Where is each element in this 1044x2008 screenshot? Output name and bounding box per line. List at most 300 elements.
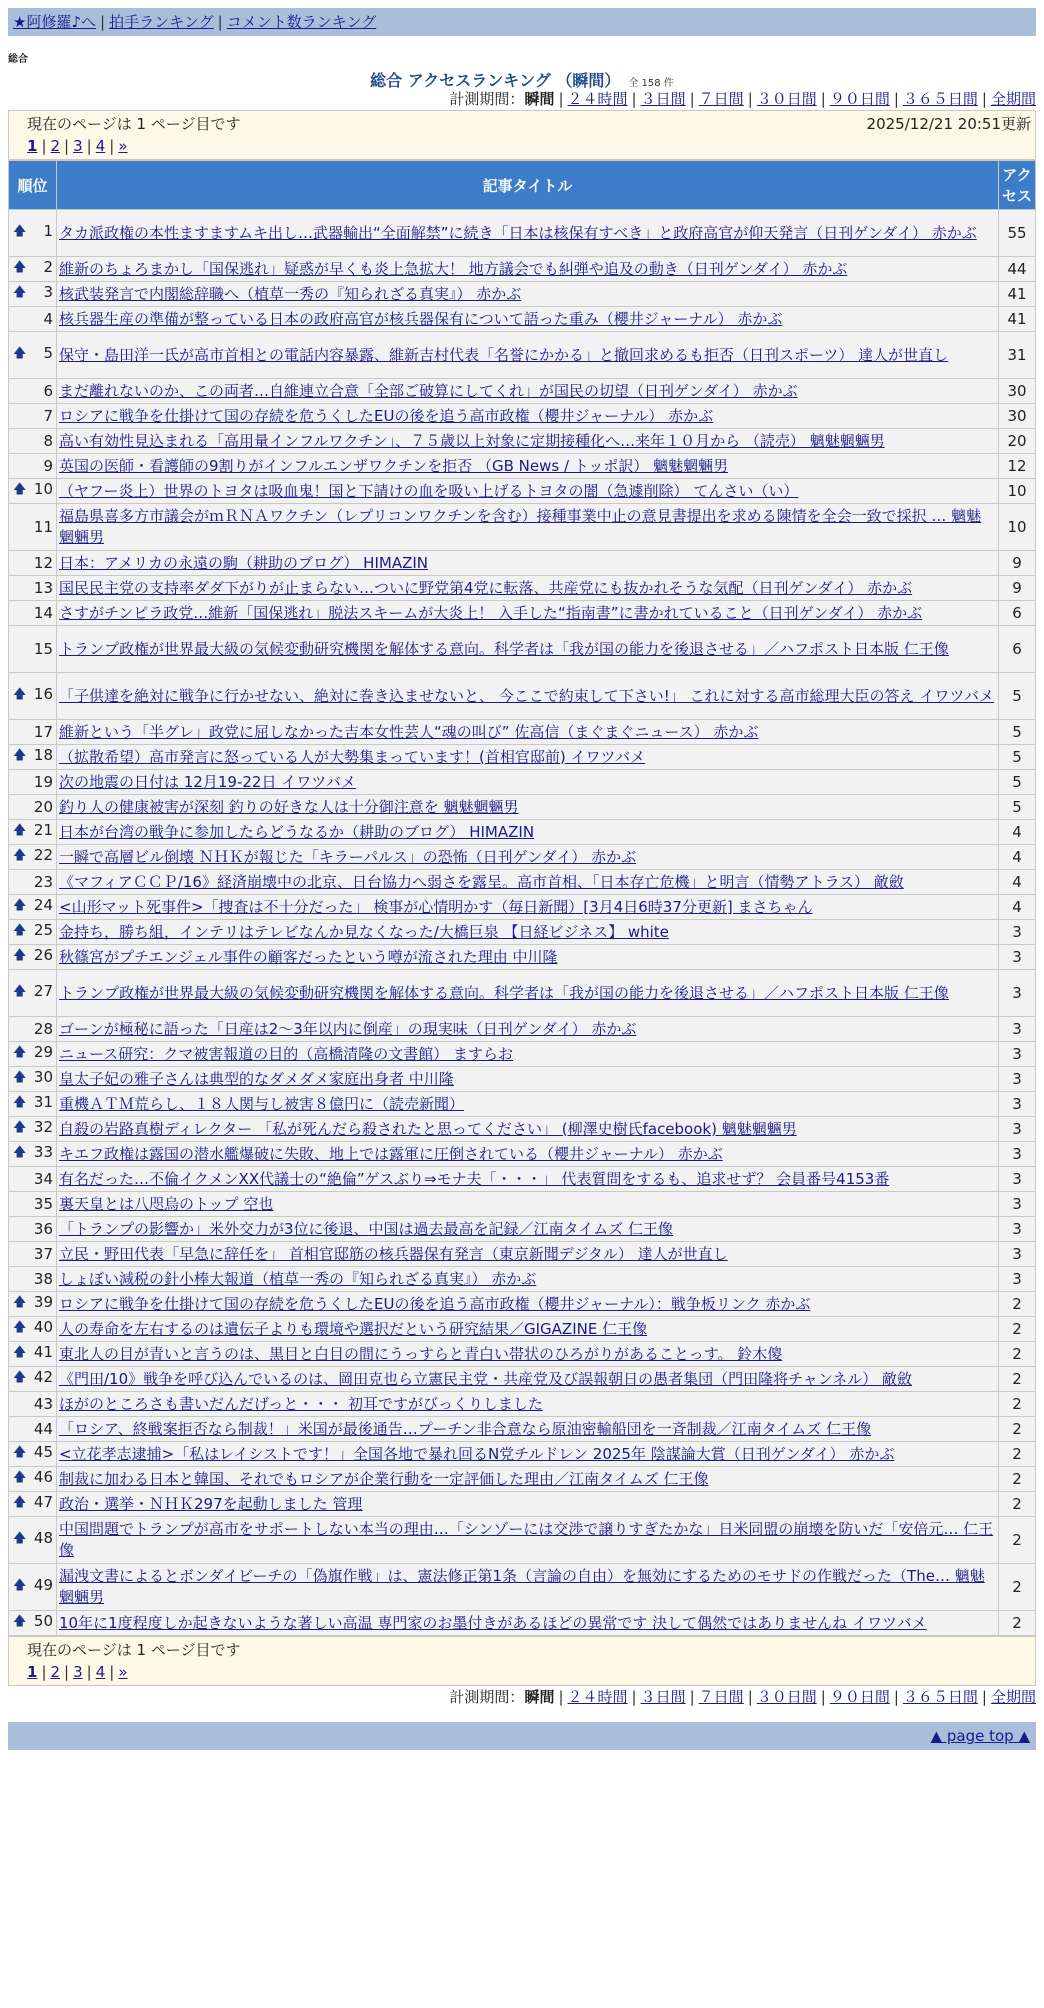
rank-cell: [9, 1092, 56, 1116]
up-arrow-icon: 🡅: [13, 848, 27, 863]
rank-number: 26: [33, 946, 53, 964]
up-arrow-icon: 🡅: [13, 1531, 27, 1546]
rank-cell: [9, 404, 56, 428]
access-count: 2: [999, 1367, 1035, 1391]
article-title-link[interactable]: トランプ政権が世界最大級の気候変動研究機関を解体する意向。科学者は「我が国の能力を後退させる」／ハフポスト日本版 仁王像: [59, 639, 949, 658]
access-count: 3: [999, 945, 1035, 969]
up-arrow-icon: 🡅: [13, 1095, 27, 1110]
rank-cell: [9, 870, 56, 894]
article-title-link[interactable]: トランプ政権が世界最大級の気候変動研究機関を解体する意向。科学者は「我が国の能力を後退させる」／ハフポスト日本版 仁王像: [59, 983, 949, 1002]
article-title-link[interactable]: <立花孝志逮捕>「私はレイシストです！」全国各地で暴れ回るN党チルドレン 2025年 陰謀論大賞（日刊ゲンダイ） 赤かぶ: [59, 1444, 895, 1463]
rank-number: 40: [33, 1318, 53, 1336]
period-separator: |: [820, 90, 826, 108]
rank-cell: [9, 673, 56, 719]
article-title-link[interactable]: 維新という「半グレ」政党に屈しなかった吉本女性芸人“魂の叫び” 佐高信（まぐまぐニュース） 赤かぶ: [59, 722, 759, 741]
table-row: [9, 1267, 1035, 1291]
article-title-link[interactable]: （ヤフー炎上）世界のトヨタは吸血鬼！国と下請けの血を吸い上げるトヨタの闇（急遽削除） てんさい（い）: [59, 481, 799, 500]
period-separator: |: [893, 90, 899, 108]
table-row: [9, 307, 1035, 331]
table-row: [9, 504, 1035, 550]
page-link[interactable]: 4: [95, 1663, 106, 1681]
rank-cell: [9, 504, 56, 550]
article-title-link[interactable]: 保守・島田洋一氏が高市首相との電話内容暴露、維新吉村代表「名誉にかかる」と撤回求めるも拒否（日刊スポーツ） 達人が世直し: [59, 345, 949, 364]
rank-number: 27: [33, 982, 53, 1000]
table-row: [9, 1467, 1035, 1491]
article-title-link[interactable]: 秋篠宮がプチエンジェル事件の顧客だったという噂が流された理由 中川隆: [59, 947, 558, 966]
article-title-link[interactable]: ロシアに戦争を仕掛けて国の存続を危うくしたEUの後を追う高市政権（櫻井ジャーナル）：戦争板リンク 赤かぶ: [59, 1294, 811, 1313]
article-title-link[interactable]: 福島県喜多方市議会がｍＲＮＡワクチン（レプリコンワクチンを含む）接種事業中止の意見書提出を求める陳情を全会一致で採択 … 魑魅魍魎男: [59, 507, 982, 546]
table-row: [9, 870, 1035, 894]
access-count: 4: [999, 820, 1035, 844]
table-row: [9, 429, 1035, 453]
rank-cell: [9, 1267, 56, 1291]
title-cell: [57, 1192, 998, 1216]
rank-number: 6: [43, 382, 53, 400]
rank-number: 24: [33, 896, 53, 914]
period-option-link[interactable]: ９０日間: [829, 90, 890, 108]
table-row: [9, 379, 1035, 403]
access-count: 3: [999, 1267, 1035, 1291]
title-cell: [57, 1317, 998, 1341]
access-count: 55: [999, 210, 1035, 256]
access-count: 6: [999, 626, 1035, 672]
access-count: 30: [999, 404, 1035, 428]
up-arrow-icon: 🡅: [13, 1070, 27, 1085]
article-title-link[interactable]: 《マフィアＣＣＰ/16》経済崩壊中の北京、日台協力へ弱さを露呈。高市首相、「日本存亡危機」と明言（情勢アトラス） 敵斂: [59, 872, 904, 891]
title-cell: [57, 332, 998, 378]
period-option-link[interactable]: ９０日間: [829, 1688, 890, 1706]
rank-number: 9: [43, 457, 53, 475]
article-title-link[interactable]: しょぼい減税の針小棒大報道（植草一秀の『知られざる真実』） 赤かぶ: [59, 1269, 537, 1288]
table-row: [9, 770, 1035, 794]
article-title-link[interactable]: 核兵器生産の準備が整っている日本の政府高官が核兵器保有について語った重み（櫻井ジャーナル） 赤かぶ: [59, 309, 783, 328]
article-title-link[interactable]: タカ派政権の本性ますますムキ出し…武器輸出“全面解禁”に続き「日本は核保有すべき」と政府高官が仰天発言（日刊ゲンダイ） 赤かぶ: [59, 223, 977, 242]
up-arrow-icon: 🡅: [13, 823, 27, 838]
rank-number: 43: [33, 1395, 53, 1413]
article-title-link[interactable]: <山形マット死事件>「捜査は不十分だった」 検事が心情明かす（毎日新聞）[3月4日6時37分更新] まさちゃん: [59, 897, 813, 916]
title-cell: [57, 820, 998, 844]
nav-link-comment-ranking[interactable]: コメント数ランキング: [226, 13, 377, 31]
access-count: 4: [999, 845, 1035, 869]
period-separator: |: [981, 90, 987, 108]
rank-number: 37: [33, 1245, 53, 1263]
table-row: [9, 1342, 1035, 1366]
table-row: [9, 673, 1035, 719]
title-cell: [57, 210, 998, 256]
access-count: 3: [999, 970, 1035, 1016]
rank-cell: [9, 1611, 56, 1635]
table-row: [9, 210, 1035, 256]
rank-number: 30: [33, 1068, 53, 1086]
table-row: [9, 1217, 1035, 1241]
rank-number: 48: [33, 1529, 53, 1547]
rank-cell: [9, 945, 56, 969]
page-link-list: [37, 137, 127, 155]
rank-cell: [9, 551, 56, 575]
article-title-link[interactable]: 日本：アメリカの永遠の駒（耕助のブログ） HIMAZIN: [59, 553, 428, 572]
footer-bar: [8, 1722, 1036, 1750]
access-count: 5: [999, 795, 1035, 819]
period-label-bottom: 計測期間：: [449, 1688, 525, 1706]
period-option-link[interactable]: 全期間: [990, 1688, 1036, 1706]
table-row: [9, 1367, 1035, 1391]
page-separator: |: [86, 137, 92, 155]
article-title-link[interactable]: まだ離れないのか、この両者…自維連立合意「全部ご破算にしてくれ」が国民の切望（日刊ゲンダイ） 赤かぶ: [59, 381, 798, 400]
rank-number: 11: [33, 518, 53, 536]
article-title-link[interactable]: 10年に1度程度しか起きないような著しい高温 専門家のお墨付きがあるほどの異常です 決して偶然ではありませんね イワツバメ: [59, 1613, 927, 1632]
rank-cell: [9, 1067, 56, 1091]
page-link[interactable]: 3: [73, 137, 83, 155]
rank-cell: [9, 1492, 56, 1516]
access-count: 2: [999, 1417, 1035, 1441]
table-row: [9, 820, 1035, 844]
table-row: [9, 1242, 1035, 1266]
table-row: [9, 1492, 1035, 1516]
rank-number: 5: [43, 344, 53, 362]
header-rank: 順位: [9, 161, 56, 209]
access-count: 2: [999, 1392, 1035, 1416]
article-title-link[interactable]: 次の地震の日付は 12月19-22日 イワツバメ: [59, 772, 356, 791]
rank-cell: [9, 820, 56, 844]
rank-number: 49: [33, 1576, 53, 1594]
rank-cell: [9, 1167, 56, 1191]
table-row: [9, 1442, 1035, 1466]
page-link[interactable]: »: [118, 137, 128, 155]
table-row: [9, 1417, 1035, 1441]
article-title-link[interactable]: 人の寿命を左右するのは遺伝子よりも環境や選択だという研究結果／GIGAZINE 仁王像: [59, 1319, 648, 1338]
ranking-table: [8, 160, 1036, 1636]
rank-number: 34: [33, 1170, 53, 1188]
rank-cell: [9, 429, 56, 453]
up-arrow-icon: 🡅: [13, 1578, 27, 1593]
page-link-current[interactable]: 1: [27, 137, 38, 155]
title-cell: [57, 770, 998, 794]
page-separator: |: [64, 137, 70, 155]
access-count: 5: [999, 673, 1035, 719]
article-title-link[interactable]: 国民民主党の支持率ダダ下がりが止まらない…ついに野党第4党に転落、共産党にも抜かれそうな気配（日刊ゲンダイ） 赤かぶ: [59, 578, 913, 597]
up-arrow-icon: 🡅: [13, 687, 27, 702]
article-title-link[interactable]: 一瞬で高層ビル倒壊 ＮＨＫが報じた「キラーパルス」の恐怖（日刊ゲンダイ） 赤かぶ: [59, 847, 637, 866]
page-link[interactable]: 2: [50, 137, 61, 155]
rank-number: 36: [33, 1220, 53, 1238]
period-option-link[interactable]: ２４時間: [567, 90, 628, 108]
table-row: [9, 257, 1035, 281]
article-title-link[interactable]: 皇太子妃の雅子さんは典型的なダメダメ家庭出身者 中川隆: [59, 1069, 454, 1088]
rank-cell: [9, 1217, 56, 1241]
article-title-link[interactable]: 英国の医師・看護師の9割りがインフルエンザワクチンを拒否 （GB News / トッポ訳） 魑魅魍魎男: [59, 456, 729, 475]
access-count: 2: [999, 1442, 1035, 1466]
article-title-link[interactable]: 「トランプの影響か」米外交力が3位に後退、中国は過去最高を記録／江南タイムズ 仁王像: [59, 1219, 674, 1238]
rank-cell: [9, 920, 56, 944]
article-title-link[interactable]: 立民・野田代表「早急に辞任を」 首相官邸筋の核兵器保有発言（東京新聞デジタル） 達人が世直し: [59, 1244, 728, 1263]
article-title-link[interactable]: 釣り人の健康被害が深刻 釣りの好きな人は十分御注意を 魑魅魍魎男: [59, 797, 519, 816]
period-current: 瞬間: [524, 90, 555, 108]
title-cell: [57, 307, 998, 331]
rank-cell: [9, 720, 56, 744]
rank-number: 23: [33, 873, 53, 891]
table-row: [9, 576, 1035, 600]
table-row: [9, 845, 1035, 869]
rank-cell: [9, 282, 56, 306]
rank-cell: [9, 1317, 56, 1341]
access-count: 3: [999, 1142, 1035, 1166]
rank-number: 13: [33, 579, 53, 597]
title-cell: [57, 795, 998, 819]
rank-number: 3: [43, 283, 53, 301]
table-row: [9, 282, 1035, 306]
period-option-link[interactable]: ２４時間: [567, 1688, 628, 1706]
article-title-link[interactable]: （拡散希望）高市発言に怒っている人が大勢集まっています！(首相官邸前) イワツバメ: [59, 747, 646, 766]
rank-number: 7: [43, 407, 53, 425]
access-count: 4: [999, 870, 1035, 894]
rank-cell: [9, 601, 56, 625]
period-separator: |: [820, 1688, 826, 1706]
up-arrow-icon: 🡅: [13, 1470, 27, 1485]
rank-number: 17: [33, 723, 53, 741]
access-count: 30: [999, 379, 1035, 403]
table-row: [9, 720, 1035, 744]
rank-cell: [9, 1564, 56, 1610]
table-row: [9, 601, 1035, 625]
page-separator: |: [41, 1663, 47, 1681]
access-count: 3: [999, 920, 1035, 944]
access-count: 2: [999, 1467, 1035, 1491]
article-title-link[interactable]: さすがチンピラ政党…維新「国保逃れ」脱法スキームが大炎上！ 入手した“指南書”に書かれていること（日刊ゲンダイ） 赤かぶ: [59, 603, 923, 622]
period-option-link[interactable]: ３０日間: [756, 90, 817, 108]
rank-cell: [9, 770, 56, 794]
title-cell: [57, 1417, 998, 1441]
page-top-link[interactable]: ▲ page top ▲: [930, 1727, 1030, 1745]
table-row: [9, 945, 1035, 969]
up-arrow-icon: 🡅: [13, 898, 27, 913]
ranking-rows: [9, 210, 1035, 1635]
page-title: 総合 アクセスランキング （瞬間）: [370, 71, 621, 90]
access-count: 10: [999, 479, 1035, 503]
rank-cell: [9, 454, 56, 478]
rank-number: 1: [43, 222, 53, 240]
rank-cell: [9, 307, 56, 331]
table-row: [9, 1142, 1035, 1166]
title-cell: [57, 1564, 998, 1610]
period-option-link[interactable]: ７日間: [698, 1688, 744, 1706]
header-title: 記事タイトル: [57, 161, 998, 209]
article-title-link[interactable]: 漏洩文書によるとボンダイビーチの「偽旗作戦」は、憲法修正第1条（言論の自由）を無効にするためのモサドの作戦だった（The… 魑魅魍魎男: [59, 1567, 985, 1606]
title-cell: [57, 870, 998, 894]
title-cell: [57, 720, 998, 744]
top-nav: [8, 8, 1036, 36]
article-title-link[interactable]: 制裁に加わる日本と韓国、それでもロシアが企業行動を一定評価した理由／江南タイムズ 仁王像: [59, 1469, 709, 1488]
period-option-link[interactable]: ３６５日間: [902, 1688, 978, 1706]
page-separator: |: [86, 1663, 92, 1681]
rank-number: 33: [33, 1143, 53, 1161]
access-count: 3: [999, 1167, 1035, 1191]
article-title-link[interactable]: 核武装発言で内閣総辞職へ（植草一秀の『知られざる真実』） 赤かぶ: [59, 284, 522, 303]
period-separator: |: [981, 1688, 987, 1706]
access-count: 2: [999, 1492, 1035, 1516]
table-row: [9, 1392, 1035, 1416]
period-separator: |: [631, 1688, 637, 1706]
access-count: 3: [999, 1042, 1035, 1066]
access-count: 9: [999, 551, 1035, 575]
article-title-link[interactable]: 日本が台湾の戦争に参加したらどうなるか（耕助のブログ） HIMAZIN: [59, 822, 535, 841]
rank-number: 16: [33, 685, 53, 703]
title-cell: [57, 1367, 998, 1391]
page-link[interactable]: 4: [95, 137, 106, 155]
access-count: 3: [999, 1217, 1035, 1241]
page-separator: |: [64, 1663, 70, 1681]
table-row: [9, 551, 1035, 575]
article-title-link[interactable]: 維新のちょろまかし「国保逃れ」疑惑が早くも炎上急拡大！ 地方議会でも糾弾や追及の動き（日刊ゲンダイ） 赤かぶ: [59, 259, 848, 278]
article-title-link[interactable]: 重機ＡＴＭ荒らし、１８人関与し被害８億円に（読売新聞）: [59, 1094, 465, 1113]
rank-number: 35: [33, 1195, 53, 1213]
nav-link-clap-ranking[interactable]: 拍手ランキング: [109, 13, 214, 31]
article-title-link[interactable]: ゴーンが極秘に語った「日産は2～3年以内に倒産」の現実味（日刊ゲンダイ） 赤かぶ: [59, 1019, 637, 1038]
up-arrow-icon: 🡅: [13, 285, 27, 300]
page-link-list-bottom: [37, 1663, 127, 1681]
article-title-link[interactable]: 裏天皇とは八咫烏のトップ 空也: [59, 1194, 274, 1213]
article-title-link[interactable]: 中国問題でトランプが高市をサポートしない本当の理由…「シンゾーには交渉で譲りすぎたかな」日米同盟の崩壊を防いだ「安倍元… 仁王像: [59, 1520, 994, 1559]
rank-number: 39: [33, 1293, 53, 1311]
period-option-link[interactable]: ７日間: [698, 90, 744, 108]
period-selector-top: [8, 88, 1036, 110]
title-cell: [57, 745, 998, 769]
rank-cell: [9, 210, 56, 256]
rank-cell: [9, 1117, 56, 1141]
rank-number: 4: [43, 310, 53, 328]
rank-cell: [9, 1417, 56, 1441]
title-cell: [57, 673, 998, 719]
article-title-link[interactable]: 《門田/10》戦争を呼び込んでいるのは、岡田克也ら立憲民主党・共産党及び誤報朝日の愚者集団（門田隆将チャンネル） 敵斂: [59, 1369, 913, 1388]
rank-number: 50: [33, 1612, 53, 1630]
page-separator: |: [41, 137, 47, 155]
rank-number: 29: [33, 1043, 53, 1061]
page-link-current-bottom[interactable]: 1: [27, 1663, 38, 1681]
rank-number: 21: [33, 821, 53, 839]
article-title-link[interactable]: 「子供達を絶対に戦争に行かせない、絶対に巻き込ませないと、 今ここで約束して下さい!」 これに対する高市総理大臣の答え イワツバメ: [59, 686, 995, 705]
table-row: [9, 1017, 1035, 1041]
title-cell: [57, 895, 998, 919]
nav-separator: |: [217, 13, 223, 31]
article-title-link[interactable]: ほがのところさも書いだんだげっと・・・ 初耳ですがびっくりしました: [59, 1394, 544, 1413]
page-link[interactable]: »: [118, 1663, 128, 1681]
access-count: 3: [999, 1242, 1035, 1266]
rank-number: 12: [33, 554, 53, 572]
rank-number: 10: [33, 480, 53, 498]
access-count: 2: [999, 1342, 1035, 1366]
rank-number: 8: [43, 432, 53, 450]
article-title-link[interactable]: 自殺の岩路真樹ディレクター 「私が死んだら殺されたと思ってください」 (柳澤史樹氏facebook) 魑魅魍魎男: [59, 1119, 797, 1138]
title-cell: [57, 1067, 998, 1091]
rank-number: 2: [43, 258, 53, 276]
rank-cell: [9, 1367, 56, 1391]
pagination-top: [8, 110, 1036, 160]
page-link[interactable]: 2: [50, 1663, 61, 1681]
table-row: [9, 745, 1035, 769]
rank-cell: [9, 895, 56, 919]
period-option-link[interactable]: ３６５日間: [902, 90, 978, 108]
up-arrow-icon: 🡅: [13, 482, 27, 497]
page-separator: |: [109, 137, 115, 155]
rank-number: 31: [33, 1093, 53, 1111]
article-title-link[interactable]: 「ロシア、終戦案拒否なら制裁！」米国が最後通告…プーチン非合意なら原油密輸船団を一斉制裁／江南タイムズ 仁王像: [59, 1419, 872, 1438]
up-arrow-icon: 🡅: [13, 1145, 27, 1160]
access-count: 9: [999, 576, 1035, 600]
rank-number: 45: [33, 1443, 53, 1461]
period-option-link[interactable]: 全期間: [990, 90, 1036, 108]
access-count: 20: [999, 429, 1035, 453]
article-title-link[interactable]: 金持ち，勝ち組，インテリはテレビなんか見なくなった/大橋巨泉 【日経ビジネス】 white: [59, 922, 669, 941]
period-option-link[interactable]: ３日間: [640, 90, 686, 108]
period-current-bottom: 瞬間: [524, 1688, 555, 1706]
table-row: [9, 920, 1035, 944]
article-title-link[interactable]: 政治・選挙・ＮＨＫ297を起動しました 管理: [59, 1494, 363, 1513]
up-arrow-icon: 🡅: [13, 1345, 27, 1360]
title-cell: [57, 1267, 998, 1291]
title-cell: [57, 626, 998, 672]
period-option-link[interactable]: ３０日間: [756, 1688, 817, 1706]
rank-cell: [9, 1467, 56, 1491]
rank-number: 41: [33, 1343, 53, 1361]
period-separator: |: [893, 1688, 899, 1706]
total-count: 全 158 件: [628, 78, 674, 89]
table-row: [9, 1564, 1035, 1610]
rank-cell: [9, 626, 56, 672]
article-title-link[interactable]: キエフ政権は露国の潜水艦爆破に失敗、地上では露軍に圧倒されている（櫻井ジャーナル） 赤かぶ: [59, 1144, 723, 1163]
access-count: 12: [999, 454, 1035, 478]
period-options-bottom: [554, 1688, 1036, 1706]
up-arrow-icon: 🡅: [13, 224, 27, 239]
article-title-link[interactable]: 東北人の目が青いと言うのは、黒目と白目の間にうっすらと青白い帯状のひろがりがあることっす。 鈴木傻: [59, 1344, 783, 1363]
page-link[interactable]: 3: [73, 1663, 83, 1681]
rank-number: 20: [33, 798, 53, 816]
title-cell: [57, 1517, 998, 1563]
access-count: 2: [999, 1292, 1035, 1316]
article-title-link[interactable]: ロシアに戦争を仕掛けて国の存続を危うくしたEUの後を追う高市政権（櫻井ジャーナル） 赤かぶ: [59, 406, 714, 425]
access-count: 41: [999, 307, 1035, 331]
rank-number: 22: [33, 846, 53, 864]
article-title-link[interactable]: 有名だった…不倫イクメンXX代議士の“絶倫”ゲスぶり⇒モナ夫「・・・」 代表質問をするも、追求せず？ 会員番号4153番: [59, 1169, 890, 1188]
title-cell: [57, 1142, 998, 1166]
title-cell: [57, 379, 998, 403]
access-count: 3: [999, 1117, 1035, 1141]
article-title-link[interactable]: ニュース研究：クマ被害報道の目的（高橋清隆の文書館） ますらお: [59, 1044, 514, 1063]
rank-number: 38: [33, 1270, 53, 1288]
access-count: 5: [999, 770, 1035, 794]
rank-number: 32: [33, 1118, 53, 1136]
period-separator: |: [689, 1688, 695, 1706]
access-count: 6: [999, 601, 1035, 625]
access-count: 41: [999, 282, 1035, 306]
rank-number: 14: [33, 604, 53, 622]
up-arrow-icon: 🡅: [13, 346, 27, 361]
table-row: [9, 1042, 1035, 1066]
table-row: [9, 479, 1035, 503]
up-arrow-icon: 🡅: [13, 1495, 27, 1510]
access-count: 5: [999, 720, 1035, 744]
up-arrow-icon: 🡅: [13, 1614, 27, 1629]
rank-cell: [9, 1242, 56, 1266]
title-cell: [57, 479, 998, 503]
article-title-link[interactable]: 高い有効性見込まれる「高用量インフルワクチン」、７５歳以上対象に定期接種化へ…来年１０月から （読売） 魑魅魍魎男: [59, 431, 885, 450]
title-cell: [57, 429, 998, 453]
period-option-link[interactable]: ３日間: [640, 1688, 686, 1706]
access-count: 3: [999, 1092, 1035, 1116]
nav-link-asyura[interactable]: ★阿修羅♪へ: [13, 13, 97, 31]
period-options: [554, 90, 1036, 108]
rank-number: 19: [33, 773, 53, 791]
title-cell: [57, 845, 998, 869]
rank-cell: [9, 379, 56, 403]
